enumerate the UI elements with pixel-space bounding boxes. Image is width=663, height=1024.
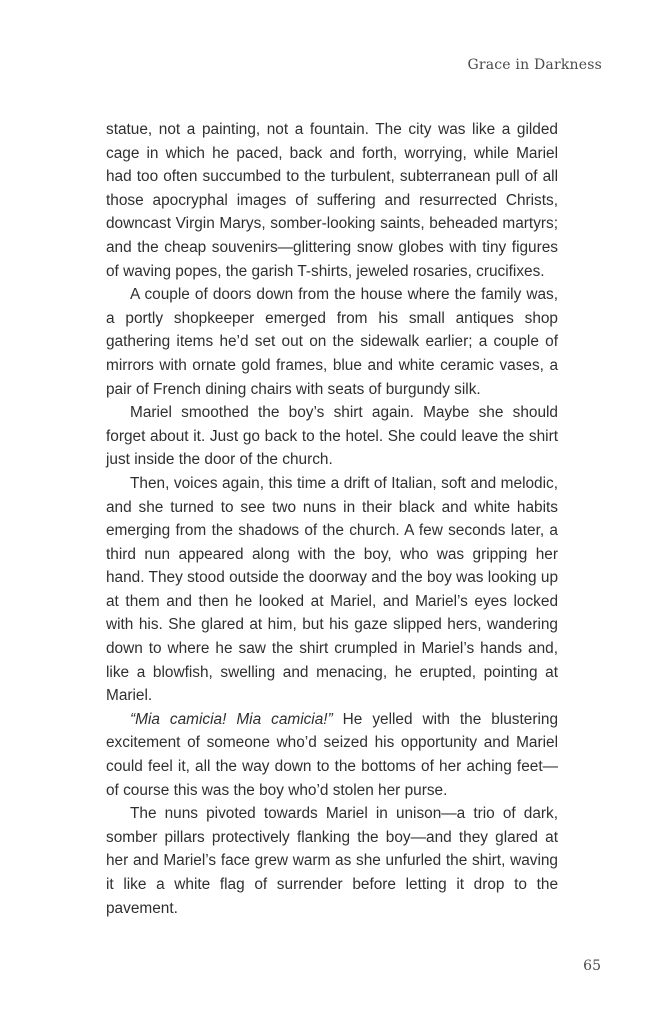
paragraph: The nuns pivoted towards Mariel in unison—a trio of dark, somber pillars protectively flanking the boy—and they glared at her and Mariel’s face grew warm as she unfurled the shirt, waving it like a white flag of surrender before letting it drop to the pavement. xyxy=(106,805,558,917)
body-text xyxy=(106,118,558,920)
paragraph: Then, voices again, this time a drift of Italian, soft and melodic, and she turned to see two nuns in their black and white habits emerging from the shadows of the church. A few seconds later, a third nun appeared along with the boy, who was gripping her hand. They stood outside the doorway and the boy was looking up at them and then he looked at Mariel, and Mariel’s eyes locked with his. She glared at him, but his gaze slipped hers, wandering down to where he saw the shirt crumpled in Mariel’s hands and, like a blowfish, swelling and menacing, he erupted, pointing at Mariel. xyxy=(106,474,558,705)
paragraph xyxy=(106,708,558,802)
page-number: 65 xyxy=(583,958,601,974)
running-head-title: Grace in Darkness xyxy=(467,57,602,73)
paragraph-text: He yelled with the blustering excitement of someone who’d seized his opportunity and Mariel could feel it, all the way down to the bottoms of her aching feet—of course this was the boy who’d stolen her purse. xyxy=(106,710,559,799)
paragraph: A couple of doors down from the house where the family was, a portly shopkeeper emerged from his small antiques shop gathering items he’d set out on the sidewalk earlier; a couple of mirrors with ornate gold frames, blue and white ceramic vases, a pair of French dining chairs with seats of burgundy silk. xyxy=(106,286,558,398)
paragraph: statue, not a painting, not a fountain. The city was like a gilded cage in which he paced, back and forth, worrying, while Mariel had too often succumbed to the turbulent, subterranean pull of all those apocryphal images of suffering and resurrected Christs, downcast Virgin Marys, somber-looking saints, beheaded martyrs; and the cheap souvenirs—glittering snow globes with tiny figures of waving popes, the garish T-shirts, jeweled rosaries, crucifixes. xyxy=(106,121,558,280)
paragraph: Mariel smoothed the boy’s shirt again. Maybe she should forget about it. Just go back to the hotel. She could leave the shirt just inside the door of the church. xyxy=(106,404,558,469)
italic-dialogue: “Mia camicia! Mia camicia!” xyxy=(130,710,333,728)
